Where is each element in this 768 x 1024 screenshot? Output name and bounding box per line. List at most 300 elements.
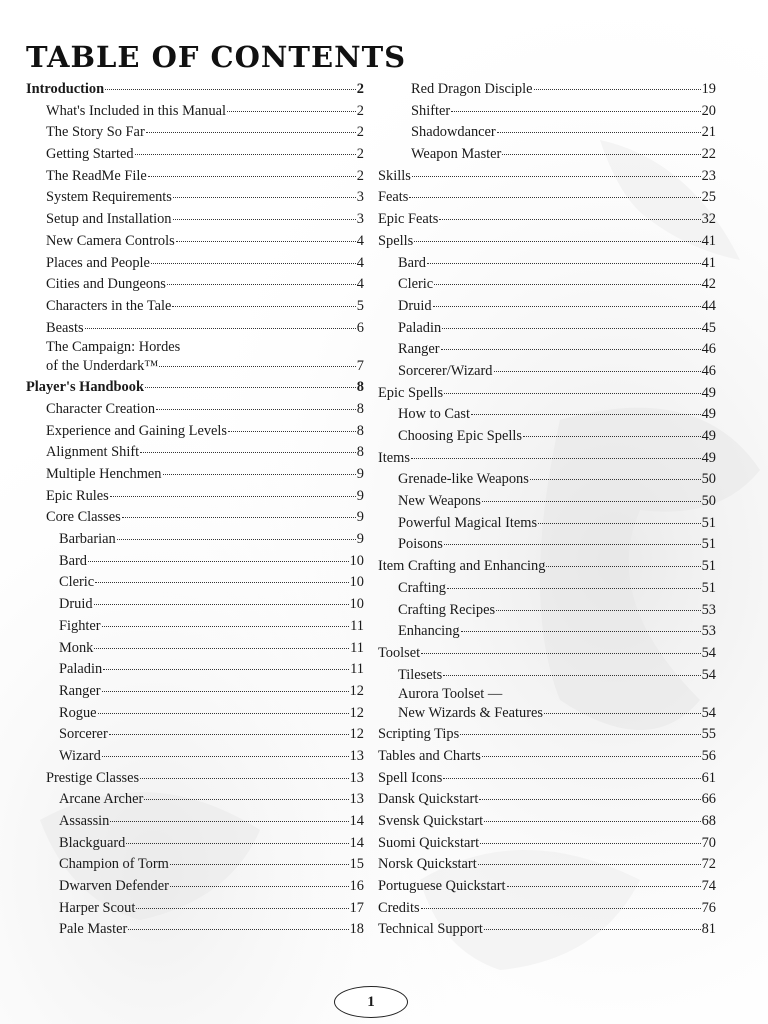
dot-leader <box>145 387 356 388</box>
dot-leader <box>447 588 701 589</box>
toc-entry-page: 16 <box>349 878 364 895</box>
toc-entry-title: Sorcerer <box>59 726 108 743</box>
toc-entry-title: Crafting <box>398 579 446 596</box>
toc-entry-title: Getting Started <box>46 146 134 163</box>
toc-entry-title: The ReadMe File <box>46 167 147 184</box>
toc-entry[interactable] <box>26 318 364 340</box>
dot-leader <box>480 843 700 844</box>
toc-entry[interactable] <box>26 529 364 551</box>
toc-entry[interactable] <box>26 724 364 746</box>
toc-entry-title: Cleric <box>59 574 95 591</box>
toc-entry-title: Aurora Toolset — <box>398 686 503 703</box>
toc-entry-page: 54 <box>701 644 716 661</box>
toc-entry-page: 10 <box>349 596 364 613</box>
toc-entry-title: Bard <box>59 552 87 569</box>
toc-entry-page: 9 <box>356 509 364 526</box>
toc-entry[interactable] <box>26 703 364 725</box>
toc-entry[interactable] <box>26 231 364 253</box>
toc-entry-title: Fighter <box>59 617 101 634</box>
toc-entry-page: 21 <box>701 124 716 141</box>
toc-entry[interactable] <box>378 79 716 101</box>
toc-entry[interactable] <box>26 79 364 101</box>
toc-entry-title: Player's Handbook <box>26 379 144 396</box>
dot-leader <box>442 328 700 329</box>
toc-entry-page: 46 <box>701 362 716 379</box>
toc-entry[interactable] <box>26 833 364 855</box>
dot-leader <box>95 582 348 583</box>
toc-entry[interactable] <box>378 811 716 833</box>
toc-entry[interactable] <box>378 898 716 920</box>
toc-entry-title: Red Dragon Disciple <box>411 81 533 97</box>
dot-leader <box>502 154 700 155</box>
dot-leader <box>484 929 701 930</box>
toc-entry[interactable] <box>378 209 716 231</box>
dot-leader <box>421 908 701 909</box>
dot-leader <box>427 263 701 264</box>
toc-entry-page: 12 <box>349 704 364 721</box>
toc-entry-page: 3 <box>356 211 364 228</box>
toc-entry-page: 45 <box>701 319 716 336</box>
toc-entry-page: 3 <box>356 189 364 206</box>
toc-entry[interactable] <box>378 187 716 209</box>
toc-entry-title: Blackguard <box>59 834 126 851</box>
toc-entry-page: 49 <box>701 428 716 444</box>
toc-entry-line2 <box>398 703 716 724</box>
page-number: 1 <box>334 986 408 1018</box>
toc-entry-title: What's Included in this Manual <box>46 102 227 119</box>
dot-leader <box>110 821 348 822</box>
toc-entry-title: Character Creation <box>46 400 156 417</box>
toc-entry[interactable] <box>26 464 364 486</box>
dot-leader <box>482 756 701 757</box>
dot-leader <box>444 544 701 545</box>
toc-entry-page: 49 <box>701 406 716 423</box>
dot-leader <box>102 691 349 692</box>
toc-entry-title: Credits <box>378 899 420 916</box>
dot-leader <box>434 284 700 285</box>
toc-entry[interactable] <box>26 144 364 166</box>
toc-entry-page: 5 <box>356 297 364 314</box>
toc-entry[interactable] <box>26 377 364 399</box>
toc-entry[interactable] <box>26 339 364 377</box>
dot-leader <box>173 197 356 198</box>
dot-leader <box>482 501 701 502</box>
dot-leader <box>471 414 701 415</box>
toc-entry[interactable] <box>26 789 364 811</box>
dot-leader <box>497 132 701 133</box>
toc-entry-title: Paladin <box>59 661 103 678</box>
dot-leader <box>170 886 349 887</box>
toc-entry-title: Barbarian <box>59 531 116 548</box>
dot-leader <box>494 371 701 372</box>
dot-leader <box>135 154 356 155</box>
toc-entry[interactable] <box>26 876 364 898</box>
toc-entry[interactable] <box>378 876 716 898</box>
dot-leader <box>159 366 355 367</box>
toc-entry[interactable] <box>26 122 364 144</box>
toc-entry-page: 11 <box>350 617 364 634</box>
toc-entry[interactable] <box>26 746 364 768</box>
dot-leader <box>507 886 701 887</box>
toc-entry-title: Svensk Quickstart <box>378 813 484 829</box>
toc-entry-page: 11 <box>350 639 364 656</box>
dot-leader <box>110 496 356 497</box>
toc-entry-page: 8 <box>356 444 364 461</box>
toc-entry-page: 9 <box>356 487 364 504</box>
toc-entry-title-cont: of the Underdark™ <box>46 358 159 375</box>
toc-entry[interactable] <box>26 919 364 941</box>
toc-entry-line2 <box>46 356 364 377</box>
toc-entry-page: 41 <box>701 232 716 249</box>
dot-leader <box>546 566 700 567</box>
toc-entry[interactable] <box>26 854 364 876</box>
dot-leader <box>479 799 700 800</box>
dot-leader <box>433 306 701 307</box>
toc-entry[interactable] <box>26 101 364 123</box>
toc-entry-title: Ranger <box>398 341 440 358</box>
toc-entry-title: Shadowdancer <box>411 124 496 141</box>
toc-entry-title: Sorcerer/Wizard <box>398 362 493 379</box>
toc-entry-page: 49 <box>701 449 716 466</box>
toc-entry-page: 9 <box>356 466 364 482</box>
dot-leader <box>128 929 348 930</box>
toc-entry[interactable] <box>378 665 716 687</box>
toc-entry-title: Bard <box>398 254 426 271</box>
toc-entry-title: Epic Spells <box>378 384 444 401</box>
toc-entry[interactable] <box>378 361 716 383</box>
toc-entry-page: 11 <box>350 661 364 678</box>
toc-entry-page: 68 <box>701 813 716 829</box>
toc-entry[interactable] <box>378 318 716 340</box>
toc-entry-title: Grenade-like Weapons <box>398 471 529 488</box>
toc-entry-title: The Campaign: Hordes <box>46 339 181 356</box>
toc-entry[interactable] <box>378 600 716 622</box>
toc-entry-title: The Story So Far <box>46 124 145 141</box>
toc-entry-page: 22 <box>701 146 716 163</box>
dot-leader <box>228 431 356 432</box>
toc-entry[interactable] <box>378 339 716 361</box>
dot-leader <box>85 328 356 329</box>
toc-entry-title: Experience and Gaining Levels <box>46 422 228 439</box>
toc-entry-title: Enhancing <box>398 623 460 640</box>
dot-leader <box>538 523 701 524</box>
dot-leader <box>523 436 701 437</box>
toc-entry-title: Tilesets <box>398 666 443 683</box>
toc-entry[interactable] <box>378 833 716 855</box>
toc-entry-title: Powerful Magical Items <box>398 514 538 531</box>
toc-entry-title: Prestige Classes <box>46 769 140 786</box>
toc-entry[interactable] <box>378 122 716 144</box>
toc-entry-page: 51 <box>701 558 716 575</box>
toc-entry[interactable] <box>378 578 716 600</box>
dot-leader <box>460 734 700 735</box>
dot-leader <box>478 864 701 865</box>
dot-leader <box>227 111 356 112</box>
dot-leader <box>94 604 349 605</box>
toc-entry-title: Epic Feats <box>378 211 439 228</box>
toc-entry-title: Setup and Installation <box>46 211 172 228</box>
toc-entry-title: Cleric <box>398 276 434 293</box>
toc-entry-page: 72 <box>701 856 716 873</box>
toc-entry[interactable] <box>26 274 364 296</box>
toc-entry-title: Skills <box>378 167 411 184</box>
toc-entry-title: Multiple Henchmen <box>46 466 162 482</box>
toc-entry[interactable] <box>26 253 364 275</box>
toc-entry-page: 51 <box>701 579 716 596</box>
toc-entry-title: Epic Rules <box>46 487 109 504</box>
toc-entry[interactable] <box>378 469 716 491</box>
toc-entry[interactable] <box>26 811 364 833</box>
toc-entry[interactable] <box>26 507 364 529</box>
toc-entry-page: 50 <box>701 471 716 488</box>
toc-entry-page: 17 <box>349 899 364 916</box>
dot-leader <box>167 284 356 285</box>
toc-entry[interactable] <box>26 768 364 790</box>
toc-entry-page: 81 <box>701 921 716 938</box>
toc-entry-title: Monk <box>59 639 94 656</box>
toc-entry[interactable] <box>26 681 364 703</box>
toc-entry-title: Toolset <box>378 644 421 661</box>
toc-entry-title: Characters in the Tale <box>46 297 172 314</box>
toc-left-column <box>26 79 364 941</box>
toc-entry-page: 19 <box>701 81 716 97</box>
toc-entry-page: 53 <box>701 623 716 640</box>
dot-leader <box>151 263 356 264</box>
dot-leader <box>163 474 356 475</box>
toc-entry[interactable] <box>378 296 716 318</box>
toc-entry[interactable] <box>378 534 716 556</box>
toc-entry-title: Harper Scout <box>59 899 136 916</box>
toc-entry-page: 53 <box>701 601 716 618</box>
dot-leader <box>126 843 348 844</box>
toc-entry-title: Core Classes <box>46 509 121 526</box>
toc-entry-title: Portuguese Quickstart <box>378 878 506 895</box>
toc-entry[interactable] <box>26 296 364 318</box>
toc-entry-title: Introduction <box>26 81 105 97</box>
dot-leader <box>530 479 701 480</box>
toc-entry-page: 49 <box>701 384 716 401</box>
dot-leader <box>534 89 701 90</box>
dot-leader <box>140 778 348 779</box>
toc-entry-title: How to Cast <box>398 406 470 423</box>
toc-entry-title: Alignment Shift <box>46 444 140 461</box>
toc-entry-title: Rogue <box>59 704 97 721</box>
toc-entry[interactable] <box>378 768 716 790</box>
toc-entry-title: Tables and Charts <box>378 747 481 764</box>
dot-leader <box>451 111 700 112</box>
toc-entry-title: Item Crafting and Enhancing <box>378 558 546 575</box>
toc-entry-page: 12 <box>349 726 364 743</box>
toc-entry[interactable] <box>26 399 364 421</box>
toc-entry-page: 61 <box>701 769 716 786</box>
toc-entry-page: 44 <box>701 297 716 314</box>
toc-right-column <box>378 79 716 941</box>
toc-entry-page: 9 <box>356 531 364 548</box>
toc-entry-title: Druid <box>59 596 93 613</box>
toc-entry-title: Druid <box>398 297 432 314</box>
dot-leader <box>421 653 700 654</box>
toc-entry[interactable] <box>378 404 716 426</box>
toc-entry-page: 54 <box>701 666 716 683</box>
toc-entry-title: Feats <box>378 189 409 206</box>
dot-leader <box>484 821 700 822</box>
toc-entry-page: 15 <box>349 856 364 873</box>
toc-entry[interactable] <box>378 746 716 768</box>
toc-entry-page: 46 <box>701 341 716 358</box>
toc-entry-page: 50 <box>701 493 716 510</box>
toc-entry-title: Crafting Recipes <box>398 601 496 618</box>
toc-entry-page: 70 <box>701 834 716 851</box>
toc-entry[interactable] <box>26 594 364 616</box>
dot-leader <box>461 631 701 632</box>
toc-entry-page: 74 <box>701 878 716 895</box>
dot-leader <box>441 349 701 350</box>
toc-entry[interactable] <box>26 486 364 508</box>
toc-entry[interactable] <box>26 166 364 188</box>
toc-entry-title: Dwarven Defender <box>59 878 169 895</box>
toc-entry-page: 41 <box>701 254 716 271</box>
toc-entry-title: Pale Master <box>59 921 128 938</box>
dot-leader <box>414 241 700 242</box>
toc-entry[interactable] <box>378 686 716 724</box>
dot-leader <box>98 713 349 714</box>
toc-entry-title: Ranger <box>59 682 101 699</box>
toc-entry[interactable] <box>26 616 364 638</box>
toc-entry-page: 51 <box>701 536 716 553</box>
toc-entry-title: Items <box>378 449 410 466</box>
dot-leader <box>412 176 701 177</box>
toc-entry-page: 55 <box>701 726 716 743</box>
toc-entry-page: 8 <box>356 379 364 396</box>
toc-entry[interactable] <box>378 274 716 296</box>
dot-leader <box>102 626 350 627</box>
toc-entry-page: 76 <box>701 899 716 916</box>
toc-entry-page: 10 <box>349 552 364 569</box>
toc-entry-page: 2 <box>356 81 364 97</box>
toc-entry-title: Scripting Tips <box>378 726 460 743</box>
toc-entry[interactable] <box>26 209 364 231</box>
toc-entry[interactable] <box>378 556 716 578</box>
toc-entry-page: 42 <box>701 276 716 293</box>
toc-entry-title-cont: New Wizards & Features <box>398 705 544 722</box>
toc-entry-page: 2 <box>356 167 364 184</box>
toc-entry-title: Paladin <box>398 319 442 336</box>
toc-entry[interactable] <box>378 231 716 253</box>
toc-entry-title: Suomi Quickstart <box>378 834 480 851</box>
toc-entry[interactable] <box>378 166 716 188</box>
toc-entry[interactable] <box>26 442 364 464</box>
toc-entry-page: 20 <box>701 102 716 119</box>
dot-leader <box>444 393 700 394</box>
toc-entry[interactable] <box>378 253 716 275</box>
toc-entry[interactable] <box>378 144 716 166</box>
dot-leader <box>105 89 356 90</box>
toc-entry[interactable] <box>378 854 716 876</box>
toc-entry-page: 7 <box>356 358 364 375</box>
toc-entry-page: 4 <box>356 232 364 249</box>
toc-entry-title: New Weapons <box>398 493 481 510</box>
dot-leader <box>102 756 349 757</box>
toc-entry-page: 13 <box>349 747 364 764</box>
toc-entry-title: Dansk Quickstart <box>378 791 479 808</box>
page-title: TABLE OF CONTENTS <box>26 40 407 74</box>
dot-leader <box>544 713 701 714</box>
dot-leader <box>88 561 349 562</box>
dot-leader <box>122 517 356 518</box>
toc-entry-title: Cities and Dungeons <box>46 276 166 293</box>
toc-entry-title: Spells <box>378 232 414 249</box>
toc-entry[interactable] <box>378 426 716 448</box>
dot-leader <box>103 669 349 670</box>
toc-entry-page: 32 <box>701 211 716 228</box>
toc-entry-title: Assassin <box>59 813 110 829</box>
toc-entry-title: Poisons <box>398 536 443 553</box>
toc-entry-title: Norsk Quickstart <box>378 856 477 873</box>
dot-leader <box>176 241 356 242</box>
toc-entry-title: New Camera Controls <box>46 232 175 249</box>
toc-entry-page: 13 <box>349 791 364 808</box>
toc-entry[interactable] <box>26 551 364 573</box>
dot-leader <box>144 799 348 800</box>
toc-entry[interactable] <box>378 621 716 643</box>
dot-leader <box>443 778 700 779</box>
toc-entry[interactable] <box>26 898 364 920</box>
toc-entry[interactable] <box>26 638 364 660</box>
toc-entry[interactable] <box>378 919 716 941</box>
toc-entry-page: 66 <box>701 791 716 808</box>
toc-entry-page: 2 <box>356 102 364 119</box>
toc-entry-page: 13 <box>349 769 364 786</box>
toc-entry[interactable] <box>26 187 364 209</box>
dot-leader <box>173 219 356 220</box>
toc-entry[interactable] <box>26 572 364 594</box>
toc-entry-title: Beasts <box>46 319 84 336</box>
toc-entry[interactable] <box>26 421 364 443</box>
toc-entry-title: Arcane Archer <box>59 791 144 808</box>
toc-entry-page: 54 <box>701 705 716 722</box>
toc-entry-page: 8 <box>356 400 364 417</box>
dot-leader <box>409 197 700 198</box>
dot-leader <box>94 648 349 649</box>
toc-entry-page: 6 <box>356 319 364 336</box>
toc-entry-page: 51 <box>701 514 716 531</box>
toc-entry[interactable] <box>378 724 716 746</box>
toc-entry-page: 2 <box>356 146 364 163</box>
toc-entry-page: 4 <box>356 276 364 293</box>
dot-leader <box>439 219 700 220</box>
dot-leader <box>170 864 349 865</box>
toc-entry-page: 8 <box>356 422 364 439</box>
toc-entry[interactable] <box>378 513 716 535</box>
toc-entry[interactable] <box>378 448 716 470</box>
toc-entry-page: 56 <box>701 747 716 764</box>
toc-entry[interactable] <box>378 643 716 665</box>
toc-entry[interactable] <box>378 789 716 811</box>
toc-entry[interactable] <box>378 383 716 405</box>
toc-entry-title: Technical Support <box>378 921 483 938</box>
dot-leader <box>146 132 356 133</box>
toc-entry[interactable] <box>26 659 364 681</box>
toc-entry-title: System Requirements <box>46 189 172 206</box>
toc-entry-title: Weapon Master <box>411 146 502 163</box>
toc-entry[interactable] <box>378 101 716 123</box>
dot-leader <box>140 452 356 453</box>
toc-entry-page: 14 <box>349 834 364 851</box>
toc-entry[interactable] <box>378 491 716 513</box>
toc-entry-page: 4 <box>356 254 364 271</box>
dot-leader <box>136 908 348 909</box>
dot-leader <box>411 458 701 459</box>
